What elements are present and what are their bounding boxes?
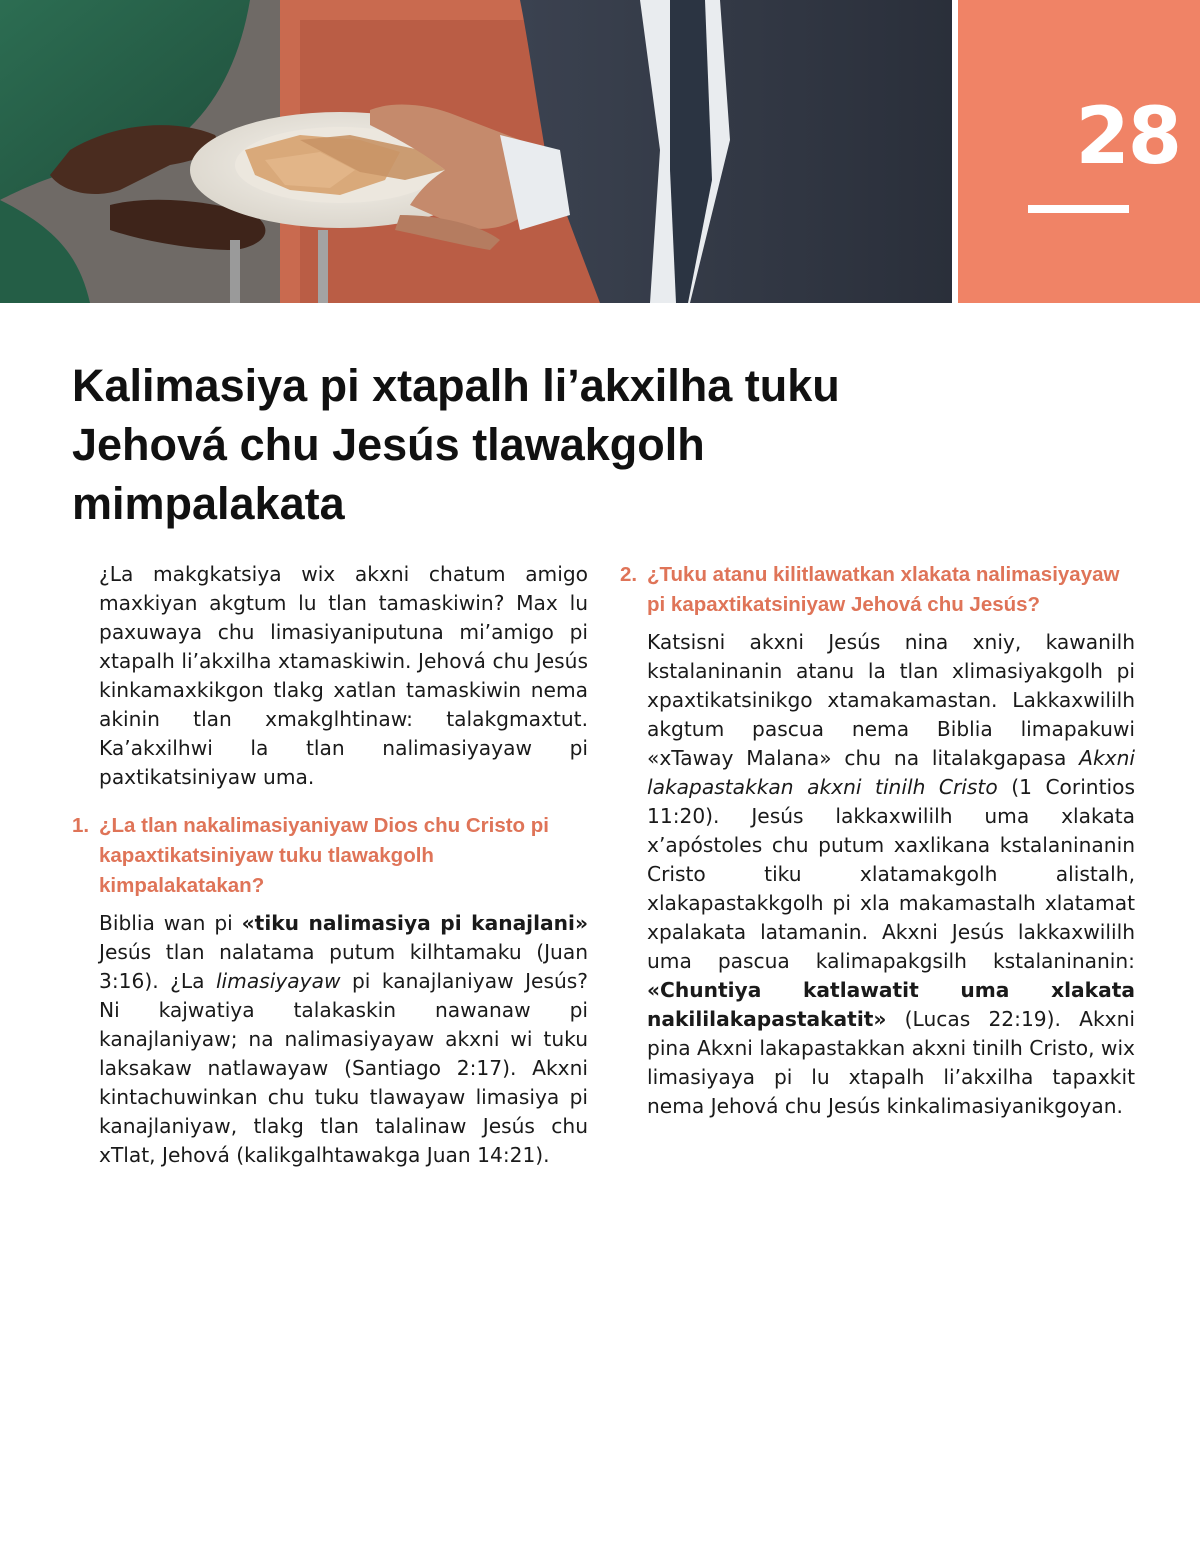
question-1-number: 1.: [72, 814, 90, 837]
left-column: [72, 560, 588, 1170]
answer-1-paragraph: [72, 909, 588, 1170]
answer-1-text-a: Biblia wan pi: [99, 911, 242, 935]
lesson-number-box: [958, 0, 1200, 303]
answer-2-bold: «Chuntiya katlawatit uma xlakata nakililakapastakatit»: [647, 978, 1135, 1031]
photo-hands-plate-image: [0, 0, 952, 303]
lesson-number: 28: [1075, 92, 1180, 182]
answer-2-text-a: Katsisni akxni Jesús nina xniy, kawanilh kstalaninanin atanu la tlan xlimasiyakgolh pi xpaxtikatsinikgo xtamakamastan. Lakkaxwililh akgtum pascua nema Biblia limapakuwi «xTaway Malana» chu na litalakgapasa: [647, 630, 1135, 770]
answer-2-italic: Akxni lakapastakkan akxni tinilh Cristo: [647, 746, 1135, 799]
header-photo: [0, 0, 952, 303]
answer-1-bold: «tiku nalimasiya pi kanajlani»: [241, 911, 588, 935]
question-2-text: ¿Tuku atanu kilitlawatkan xlakata nalimasiyayaw pi kapaxtikatsiniyaw Jehová chu Jesús?: [647, 563, 1120, 616]
question-1: [72, 811, 588, 901]
question-2: [620, 560, 1135, 620]
question-2-number: 2.: [620, 563, 638, 586]
lesson-number-underline: [1028, 205, 1129, 213]
right-column: [620, 560, 1135, 1121]
answer-1-text-b: Jesús tlan nalatama putum kilhtamaku (Juan 3:16). ¿La: [99, 940, 588, 993]
answer-2-paragraph: [620, 628, 1135, 1121]
answer-1-italic: limasiyayaw: [215, 969, 341, 993]
answer-2-text-b: (1 Corintios 11:20). Jesús lakkaxwililh uma xlakata x’apóstoles chu putum xaxlikana kstalaninanin Cristo tiku xlatamakgolh alistalh, xlakapastakkgolh pi xla makamastalh xlatamat xpalakata latamanin. Akxni Jesús lakkaxwililh uma pascua kalimapakgsilh kstalaninanin:: [647, 775, 1135, 973]
intro-paragraph: ¿La makgkatsiya wix akxni chatum amigo maxkiyan akgtum lu tlan tamaskiwin? Max lu paxuwaya chu limasiyaniputuna mi’amigo pi xtapalh li’akxilha xtamaskiwin. Jehová chu Jesús kinkamaxkikgon tlakg xatlan tamaskiwin nema akinin tlan xmakglhtinaw: talakgmaxtut. Ka’akxilhwi la tlan nalimasiyayaw pi paxtikatsiniyaw uma.: [99, 562, 588, 789]
answer-1-text-c: pi kanajlaniyaw Jesús? Ni kajwatiya talakaskin nawanaw pi kanajlaniyaw; na nalimasiyayaw akxni wi tuku laksakaw natlawayaw (Santiago 2:17). Akxni kintachuwinkan chu tuku tlawayaw limasiya pi kanajlaniyaw, tlakg tlan talalinaw Jesús chu xTlat, Jehová (kalikgalhtawakga Juan 14:21).: [99, 969, 588, 1167]
question-1-text: ¿La tlan nakalimasiyaniyaw Dios chu Cristo pi kapaxtikatsiniyaw tuku tlawakgolh kimpalakatakan?: [99, 814, 549, 897]
page-title: Kalimasiya pi xtapalh li’akxilha tuku Jehová chu Jesús tlawakgolh mimpalakata: [72, 360, 840, 529]
answer-2-text-c: (Lucas 22:19). Akxni pina Akxni lakapastakkan akxni tinilh Cristo, wix limasiyaya pi lu xtapalh li’akxilha tapaxkit nema Jehová chu Jesús kinkalimasiyanikgoyan.: [647, 1007, 1135, 1118]
